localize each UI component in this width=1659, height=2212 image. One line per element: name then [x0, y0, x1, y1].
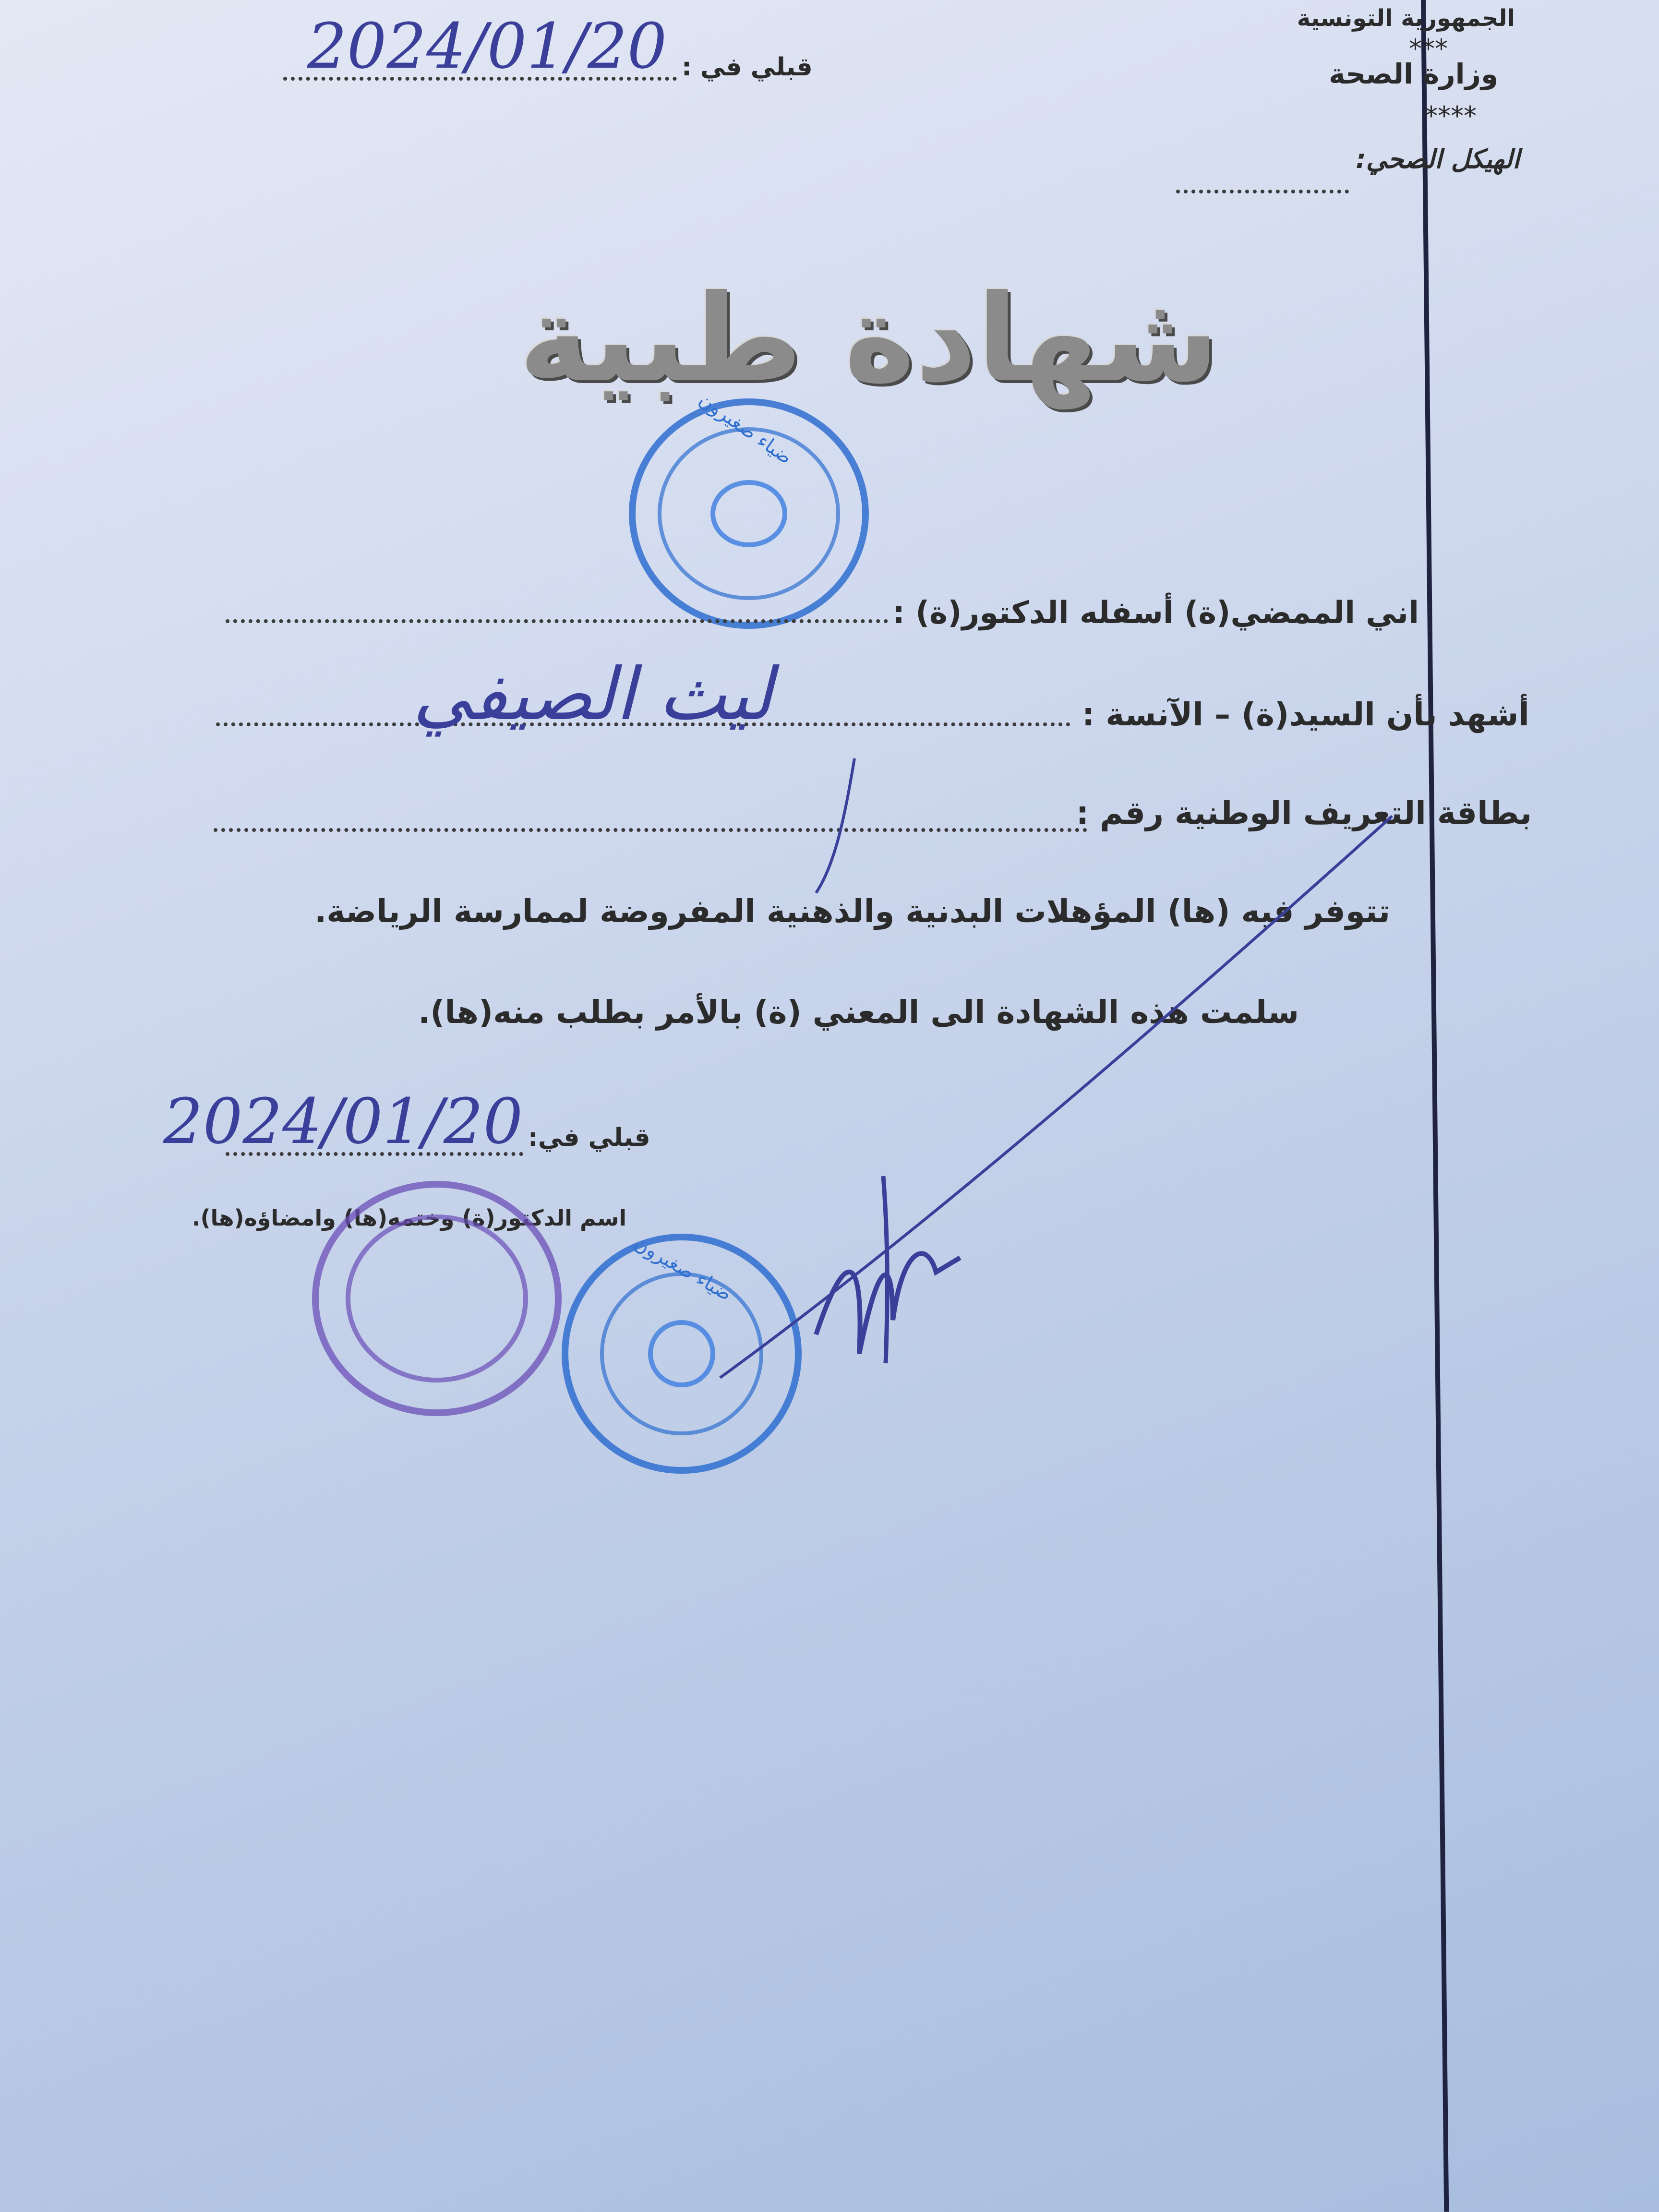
header-ministry: وزارة الصحة	[1329, 58, 1498, 90]
patient-name-label: أشهد بأن السيد(ة) – الآنسة :	[1082, 696, 1529, 733]
top-date-handwritten: 2024/01/20	[307, 10, 667, 83]
stamp-text-top: ضياء صغيرون	[695, 388, 796, 469]
national-id-label: بطاقة التعريف الوطنية رقم :	[1076, 794, 1532, 831]
footer-date-handwritten: 2024/01/20	[163, 1085, 523, 1158]
signature-label: اسم الدكتور(ة) وختمه(ها) وامضاؤه(ها).	[192, 1205, 627, 1231]
header-stars-2: ****	[1425, 101, 1477, 131]
top-date-label: قبلي في :	[682, 53, 813, 82]
fitness-statement: تتوفر فيه (ها) المؤهلات البدنية والذهنية المفروضة لممارسة الرياضة.	[314, 893, 1390, 930]
delivery-statement: سلمت هذه الشهادة الى المعني (ة) بالأمر بطلب منه(ها).	[418, 994, 1299, 1031]
footer-date-label: قبلي في:	[528, 1123, 650, 1152]
patient-name-handwritten: ليث الصيفي	[413, 653, 773, 736]
doctor-name-label: اني الممضي(ة) أسفله الدكتور(ة) :	[892, 595, 1419, 631]
header-structure-label: الهيكل الصحي:	[1356, 144, 1520, 174]
header-republic: الجمهورية التونسية	[1297, 5, 1515, 32]
stamp-text-bottom: ضياء صغيرون	[630, 1232, 736, 1306]
document-title: شهادة طبية	[518, 269, 1219, 409]
header-stars-1: ***	[1409, 34, 1448, 64]
